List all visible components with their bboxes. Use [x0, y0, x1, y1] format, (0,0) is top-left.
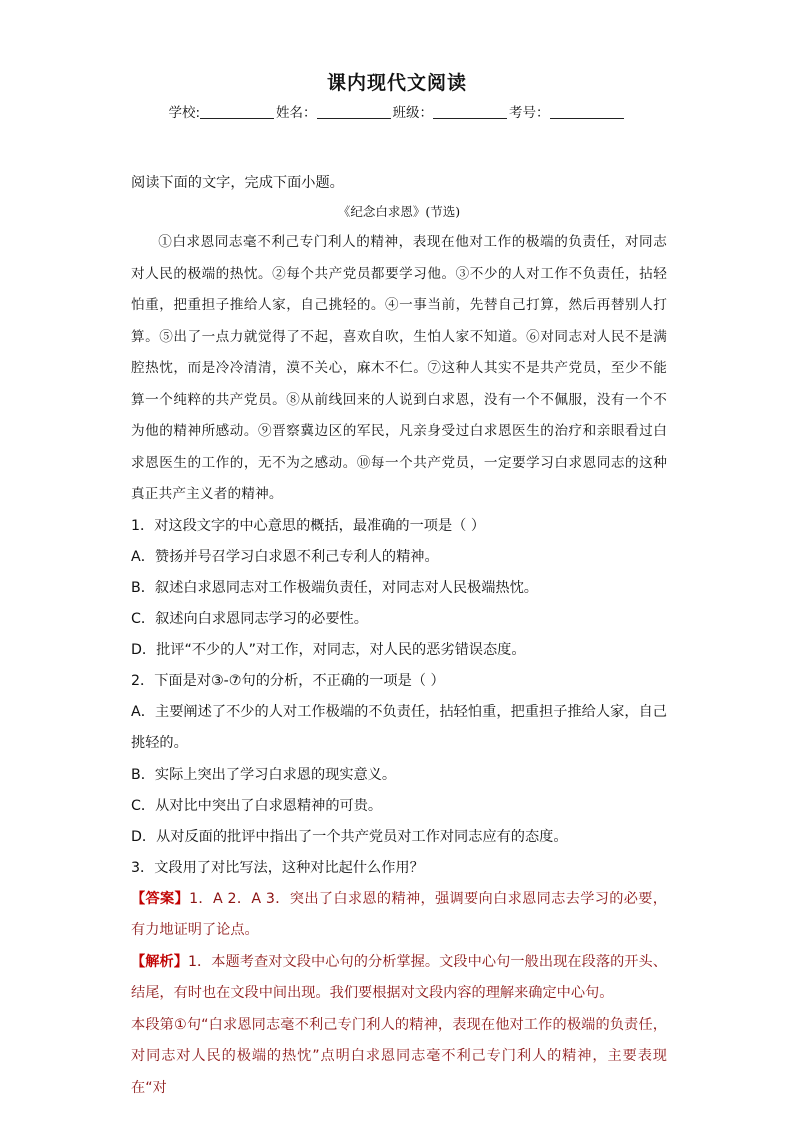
- id-label: 考号：: [509, 105, 550, 121]
- school-blank: [200, 104, 274, 119]
- option-d: D．从对反面的批评中指出了一个共产党员对工作对同志应有的态度。: [131, 828, 568, 845]
- option-a: A．主要阐述了不少的人对工作极端的不负责任，拈轻怕重，把重担子推给人家，自己挑轻的。: [131, 703, 667, 751]
- student-info-line: [0, 101, 794, 121]
- answer-label: 【答案】: [131, 890, 190, 907]
- answer-block: [131, 884, 667, 947]
- name-label: 姓名：: [276, 105, 317, 121]
- question-stem: 1．对这段文字的中心意思的概括，最准确的一项是（ ）: [131, 517, 486, 534]
- analysis-text: 1．本题考查对文段中心句的分析掌握。文段中心句一般出现在段落的开头、结尾，有时也在文段中间出现。我们要根据对文段内容的理解来确定中心句。: [131, 953, 667, 1001]
- question-stem: 2．下面是对③-⑦句的分析，不正确的一项是（ ）: [131, 672, 445, 689]
- question-stem: 3．文段用了对比写法，这种对比起什么作用？: [131, 859, 424, 876]
- document-title: 课内现代文阅读: [326, 72, 467, 94]
- passage-text: ①白求恩同志毫不利己专门利人的精神，表现在他对工作的极端的负责任，对同志对人民的极端的热忱。②每个共产党员都要学习他。③不少的人对工作不负责任，拈轻怕重，把重担子推给人家，自己挑轻的。④一事当前，先替自己打算，然后再替别人打算。⑤出了一点力就觉得了不起，喜欢自吹，生怕人家不知道。⑥对同志对人民不是满腔热忱，而是冷冷清清，漠不关心，麻木不仁。⑦这种人其实不是共产党员，至少不能算一个纯粹的共产党员。⑧从前线回来的人说到白求恩，没有一个不佩服，没有一个不为他的精神所感动。⑨晋察冀边区的军民，凡亲身受过白求恩医生的治疗和亲眼看过白求恩医生的工作的，无不为之感动。⑩每一个共产党员，一定要学习白求恩同志的这种真正共产主义者的精神。: [131, 234, 667, 502]
- question-2: [131, 666, 667, 853]
- option-b: B．实际上突出了学习白求恩的现实意义。: [131, 766, 397, 783]
- question-3: [131, 853, 667, 884]
- name-blank: [317, 104, 391, 119]
- option-d: D．批评“不少的人”对工作，对同志，对人民的恶劣错误态度。: [131, 641, 526, 658]
- answer-text: 1．A 2．A 3．突出了白求恩的精神，强调要向白求恩同志去学习的必要，有力地证明了论点。: [131, 890, 667, 938]
- analysis-label: 【解析】: [131, 953, 188, 970]
- instruction: 阅读下面的文字，完成下面小题。: [131, 175, 344, 191]
- analysis-block: [131, 947, 667, 1010]
- option-b: B．叙述白求恩同志对工作极端负责任，对同志对人民极端热忱。: [131, 579, 538, 596]
- analysis-text-continued: 本段第①句“白求恩同志毫不利己专门利人的精神，表现在他对工作的极端的负责任，对同志对人民的极端的热忱”点明白求恩同志毫不利己专门利人的精神，主要表现在“对: [131, 1016, 667, 1096]
- class-label: 班级：: [392, 105, 434, 121]
- document-content: [131, 168, 667, 1104]
- option-c: C．从对比中突出了白求恩精神的可贵。: [131, 797, 383, 814]
- passage-title: 《纪念白求恩》(节选): [337, 204, 461, 219]
- option-c: C．叙述向白求恩同志学习的必要性。: [131, 610, 368, 627]
- question-1: [131, 511, 667, 666]
- school-label: 学校:: [168, 105, 201, 121]
- option-a: A．赞扬并号召学习白求恩不利己专利人的精神。: [131, 548, 439, 565]
- id-blank: [550, 104, 624, 119]
- class-blank: [433, 104, 507, 119]
